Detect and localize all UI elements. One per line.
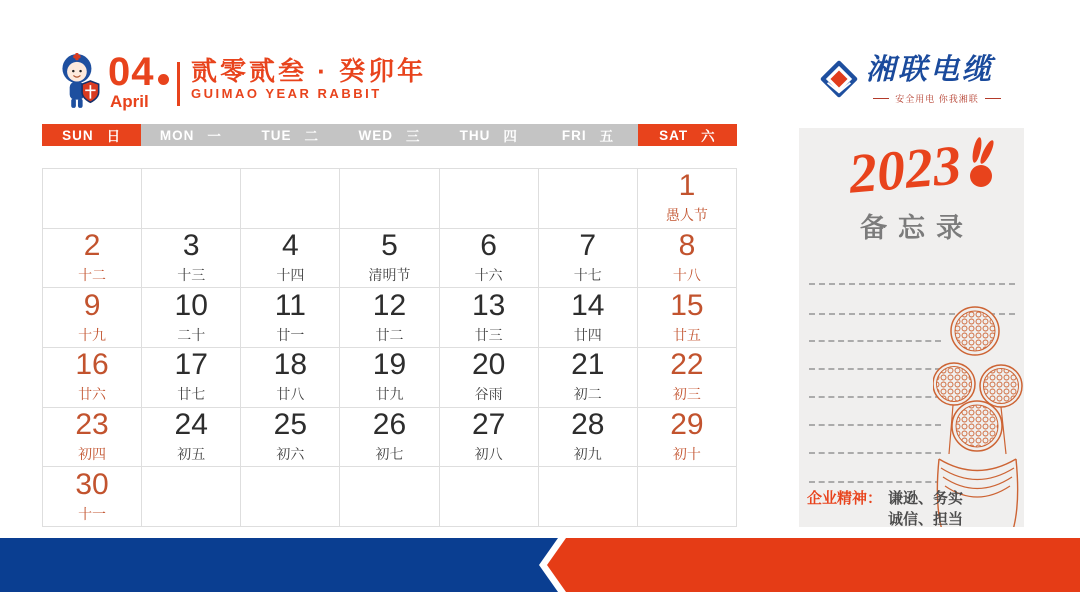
calendar-cell-empty [340, 169, 439, 229]
calendar-cell-5 [340, 229, 439, 289]
lunar-label: 廿四 [573, 326, 602, 343]
date-number: 26 [372, 407, 407, 441]
lunar-label: 廿八 [276, 386, 305, 403]
calendar-cell-17 [142, 348, 241, 408]
calendar-cell-16 [43, 348, 142, 408]
company-spirit [807, 488, 963, 527]
calendar-cell-14 [539, 288, 638, 348]
lunar-label: 十六 [474, 266, 503, 283]
memo-line [809, 368, 941, 370]
lunar-label: 十八 [672, 266, 701, 283]
company-spirit-text [888, 488, 963, 527]
date-number: 24 [174, 407, 208, 441]
memo-pad [799, 128, 1024, 527]
lunar-label: 廿一 [276, 326, 305, 343]
lunar-label: 初三 [672, 386, 701, 403]
tagline-dash-right [985, 98, 1001, 99]
lunar-label: 初七 [375, 445, 404, 462]
date-number: 3 [182, 228, 200, 262]
calendar-cell-29 [638, 408, 737, 468]
date-number: 18 [273, 348, 308, 382]
calendar-cell-empty [440, 169, 539, 229]
brand-tagline [862, 92, 1012, 105]
lunar-label: 谷雨 [474, 386, 503, 403]
calendar-cell-30 [43, 467, 142, 527]
lunar-label: 廿九 [375, 386, 404, 403]
month-dot-decoration [158, 74, 169, 85]
calendar-cell-empty [142, 169, 241, 229]
header-divider [177, 62, 180, 106]
memo-line [809, 283, 1015, 285]
calendar-grid [42, 168, 737, 527]
calendar-cell-empty [241, 169, 340, 229]
memo-line [809, 396, 941, 398]
lunar-label: 初五 [177, 445, 206, 462]
tagline-dash-left [873, 98, 889, 99]
calendar-cell-empty [539, 467, 638, 527]
calendar-cell-11 [241, 288, 340, 348]
lunar-label: 二十 [177, 326, 206, 343]
memo-line [809, 340, 941, 342]
date-number: 6 [480, 228, 497, 262]
mascot-icon [56, 52, 102, 110]
year-title: 贰零贰叁 · 癸卯年 [191, 56, 427, 86]
lunar-label: 廿五 [672, 326, 701, 343]
company-spirit-line1: 谦逊、务实 [888, 490, 964, 507]
calendar-cell-empty [241, 467, 340, 527]
calendar-cell-20 [440, 348, 539, 408]
lunar-label: 十一 [78, 505, 107, 522]
calendar-cell-22 [638, 348, 737, 408]
calendar-cell-4 [241, 229, 340, 289]
calendar-cell-empty [43, 169, 142, 229]
memo-line [809, 424, 941, 426]
lunar-label: 廿六 [78, 386, 107, 403]
month-name: April [110, 92, 149, 111]
lunar-label: 十二 [78, 266, 107, 283]
calendar-cell-8 [638, 229, 737, 289]
calendar-cell-23 [43, 408, 142, 468]
date-number: 1 [678, 169, 696, 203]
svg-text:2023: 2023 [846, 134, 964, 206]
lunar-label: 廿七 [177, 386, 206, 403]
date-number: 11 [274, 288, 306, 322]
company-spirit-line2: 诚信、担当 [888, 511, 964, 527]
date-number: 25 [273, 407, 308, 441]
date-number: 14 [571, 288, 605, 322]
calendar-cell-25 [241, 408, 340, 468]
memo-line [809, 481, 941, 483]
year-2023-brush-art [809, 134, 1014, 206]
lunar-label: 初二 [573, 386, 602, 403]
brand-logo-icon [820, 60, 858, 98]
date-number: 2 [83, 228, 101, 262]
weekday-header-mon: MON 一 [141, 124, 240, 146]
weekday-bar [42, 124, 737, 146]
calendar-cell-26 [340, 408, 439, 468]
lunar-label: 初十 [672, 445, 701, 462]
calendar-cell-2 [43, 229, 142, 289]
date-number: 23 [75, 407, 109, 441]
calendar-cell-empty [638, 467, 737, 527]
date-number: 21 [571, 348, 605, 382]
calendar-cell-7 [539, 229, 638, 289]
date-number: 20 [471, 348, 506, 382]
date-number: 15 [670, 288, 704, 322]
lunar-label: 廿三 [474, 326, 503, 343]
date-number: 29 [670, 407, 704, 441]
calendar-cell-1 [638, 169, 737, 229]
date-number: 8 [678, 228, 696, 262]
lunar-label: 十九 [78, 326, 107, 343]
calendar-cell-21 [539, 348, 638, 408]
date-number: 22 [670, 348, 704, 382]
calendar-cell-10 [142, 288, 241, 348]
weekday-header-sun: SUN 日 [42, 124, 141, 146]
calendar-cell-6 [440, 229, 539, 289]
date-number: 10 [174, 288, 208, 322]
calendar-cell-12 [340, 288, 439, 348]
calendar-cell-3 [142, 229, 241, 289]
date-number: 9 [83, 288, 101, 322]
calendar-cell-18 [241, 348, 340, 408]
date-number: 16 [75, 348, 109, 382]
lunar-label: 十三 [177, 266, 206, 283]
lunar-label: 初四 [78, 445, 107, 462]
date-number: 28 [571, 407, 605, 441]
brand-name: 湘联电缆 [866, 54, 995, 86]
calendar-cell-19 [340, 348, 439, 408]
calendar-cell-13 [440, 288, 539, 348]
lunar-label: 廿二 [375, 326, 404, 343]
calendar-cell-empty [440, 467, 539, 527]
month-number: 04 [108, 52, 169, 92]
date-number: 4 [282, 228, 299, 262]
weekday-header-sat: SAT 六 [638, 124, 737, 146]
weekday-header-wed: WED 三 [340, 124, 439, 146]
date-number: 19 [372, 348, 407, 382]
calendar-cell-empty [142, 467, 241, 527]
date-number: 27 [471, 407, 506, 441]
date-number: 5 [381, 228, 398, 262]
calendar-cell-27 [440, 408, 539, 468]
lunar-label: 清明节 [368, 266, 411, 283]
lunar-label: 十七 [573, 266, 602, 283]
memo-line [809, 452, 941, 454]
calendar-cell-28 [539, 408, 638, 468]
date-number: 13 [471, 288, 506, 322]
lunar-label: 十四 [276, 266, 305, 283]
lunar-label: 初九 [573, 445, 602, 462]
lunar-label: 初六 [276, 445, 305, 462]
date-number: 17 [174, 348, 208, 382]
calendar-cell-15 [638, 288, 737, 348]
calendar-cell-9 [43, 288, 142, 348]
memo-title: 备忘录 [860, 213, 974, 243]
calendar-cell-empty [340, 467, 439, 527]
date-number: 30 [75, 467, 109, 501]
year-subtitle: GUIMAO YEAR RABBIT [191, 86, 382, 101]
weekday-header-tue: TUE 二 [241, 124, 340, 146]
company-spirit-label: 企业精神： [807, 490, 883, 507]
date-number: 7 [579, 228, 597, 262]
weekday-header-fri: FRI 五 [538, 124, 637, 146]
lunar-label: 愚人节 [665, 207, 708, 224]
tagline-text: 安全用电 你我湘联 [895, 94, 979, 104]
calendar-cell-empty [539, 169, 638, 229]
calendar-cell-24 [142, 408, 241, 468]
rabbit-body-icon [970, 165, 992, 187]
date-number: 12 [372, 288, 407, 322]
lunar-label: 初八 [474, 445, 503, 462]
weekday-header-thu: THU 四 [439, 124, 538, 146]
